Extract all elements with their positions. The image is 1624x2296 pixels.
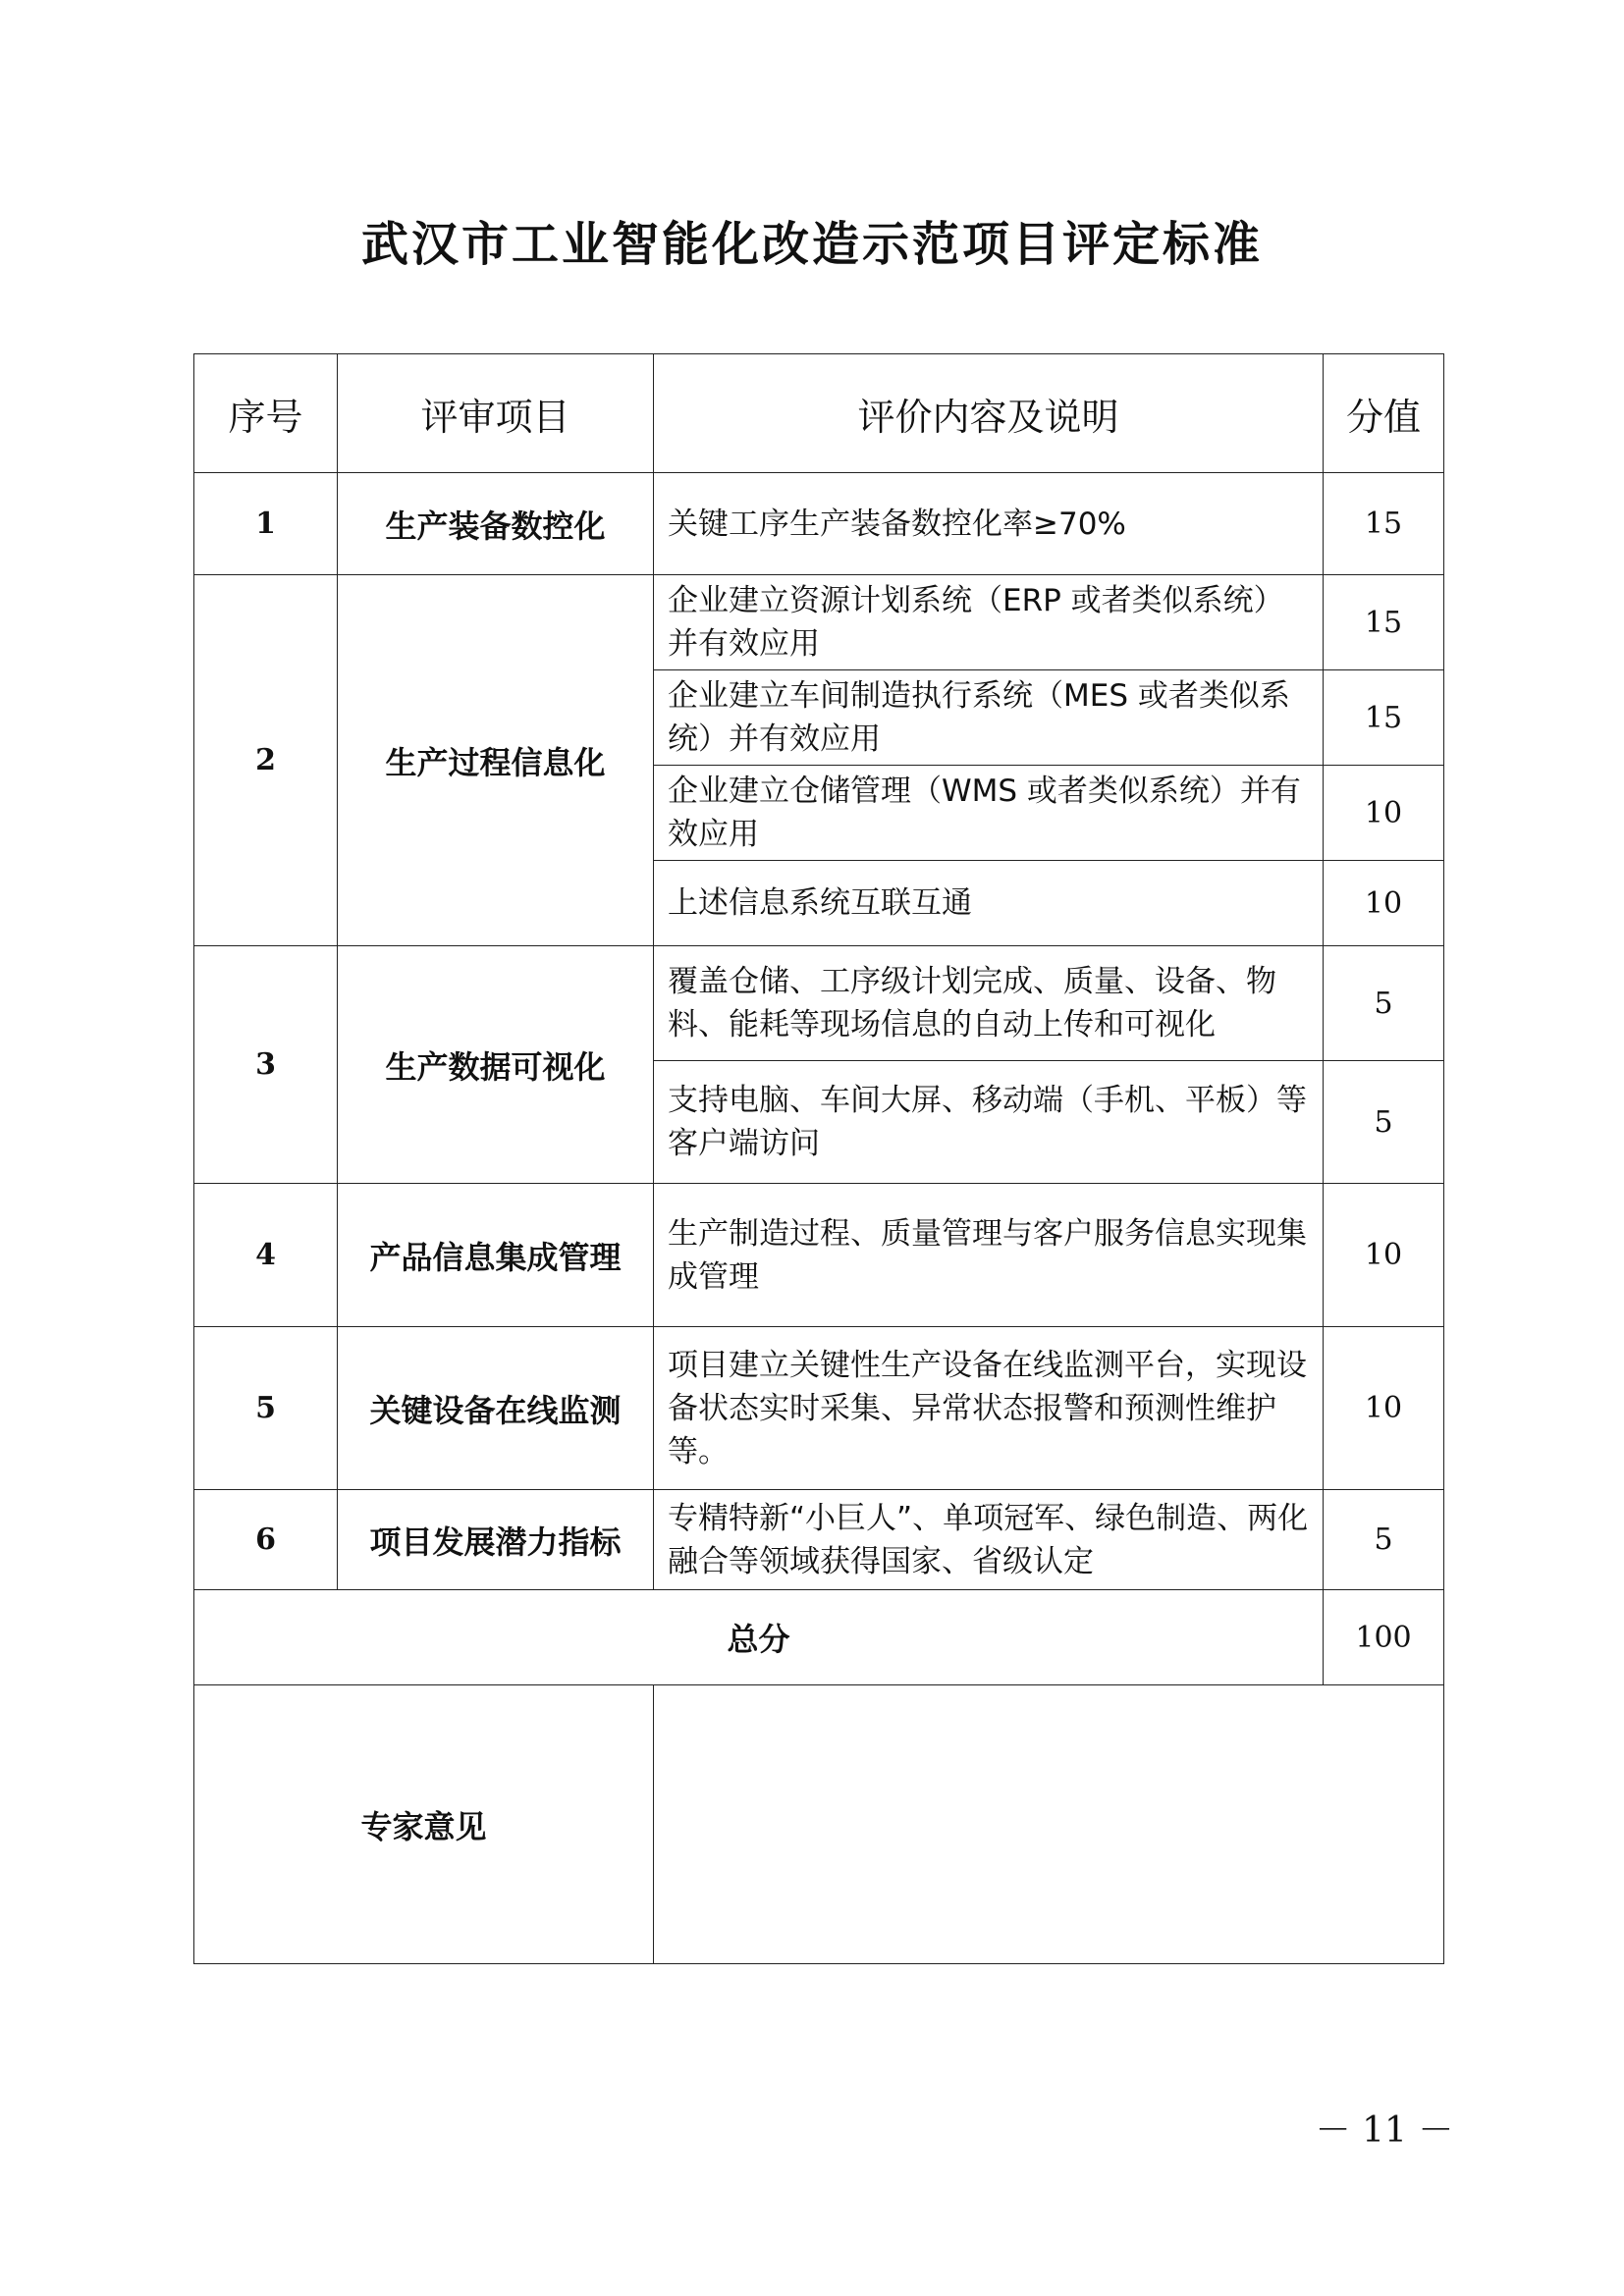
criteria-score: 10	[1324, 1327, 1444, 1490]
header-no: 序号	[194, 354, 338, 473]
row-number: 3	[194, 946, 338, 1184]
criteria-text: 支持电脑、车间大屏、移动端（手机、平板）等客户端访问	[654, 1061, 1324, 1184]
expert-opinion-field[interactable]	[654, 1685, 1444, 1964]
row-number: 4	[194, 1184, 338, 1327]
page-number: － 11 －	[1315, 2110, 1454, 2151]
criteria-text: 企业建立车间制造执行系统（MES 或者类似系统）并有效应用	[654, 670, 1324, 766]
criteria-text: 生产制造过程、质量管理与客户服务信息实现集成管理	[654, 1184, 1324, 1327]
table-row	[194, 1327, 1444, 1490]
criteria-text: 项目建立关键性生产设备在线监测平台，实现设备状态实时采集、异常状态报警和预测性维护等。	[654, 1327, 1324, 1490]
total-label: 总分	[194, 1590, 1324, 1685]
criteria-score: 5	[1324, 946, 1444, 1061]
header-score: 分值	[1324, 354, 1444, 473]
criteria-score: 10	[1324, 861, 1444, 946]
criteria-text: 企业建立仓储管理（WMS 或者类似系统）并有效应用	[654, 766, 1324, 861]
table-row	[194, 946, 1444, 1061]
table-header-row	[194, 354, 1444, 473]
table-row	[194, 575, 1444, 670]
criteria-text: 企业建立资源计划系统（ERP 或者类似系统）并有效应用	[654, 575, 1324, 670]
criteria-text: 覆盖仓储、工序级计划完成、质量、设备、物料、能耗等现场信息的自动上传和可视化	[654, 946, 1324, 1061]
table-row	[194, 1184, 1444, 1327]
expert-label: 专家意见	[194, 1685, 654, 1964]
review-item: 生产装备数控化	[338, 473, 654, 575]
page-title: 武汉市工业智能化改造示范项目评定标准	[360, 217, 1263, 272]
table-row	[194, 1490, 1444, 1590]
evaluation-table	[193, 353, 1444, 1964]
expert-row	[194, 1685, 1444, 1964]
row-number: 1	[194, 473, 338, 575]
criteria-text: 关键工序生产装备数控化率≥70%	[654, 473, 1324, 575]
criteria-score: 5	[1324, 1061, 1444, 1184]
row-number: 5	[194, 1327, 338, 1490]
total-score: 100	[1324, 1590, 1444, 1685]
criteria-score: 15	[1324, 670, 1444, 766]
review-item: 生产数据可视化	[338, 946, 654, 1184]
header-item: 评审项目	[338, 354, 654, 473]
table-row	[194, 473, 1444, 575]
criteria-text: 上述信息系统互联互通	[654, 861, 1324, 946]
review-item: 产品信息集成管理	[338, 1184, 654, 1327]
criteria-score: 10	[1324, 766, 1444, 861]
review-item: 项目发展潜力指标	[338, 1490, 654, 1590]
criteria-text: 专精特新“小巨人”、单项冠军、绿色制造、两化融合等领域获得国家、省级认定	[654, 1490, 1324, 1590]
criteria-score: 10	[1324, 1184, 1444, 1327]
review-item: 关键设备在线监测	[338, 1327, 654, 1490]
criteria-score: 15	[1324, 473, 1444, 575]
criteria-score: 5	[1324, 1490, 1444, 1590]
row-number: 6	[194, 1490, 338, 1590]
header-content: 评价内容及说明	[654, 354, 1324, 473]
criteria-score: 15	[1324, 575, 1444, 670]
total-row	[194, 1590, 1444, 1685]
review-item: 生产过程信息化	[338, 575, 654, 946]
row-number: 2	[194, 575, 338, 946]
